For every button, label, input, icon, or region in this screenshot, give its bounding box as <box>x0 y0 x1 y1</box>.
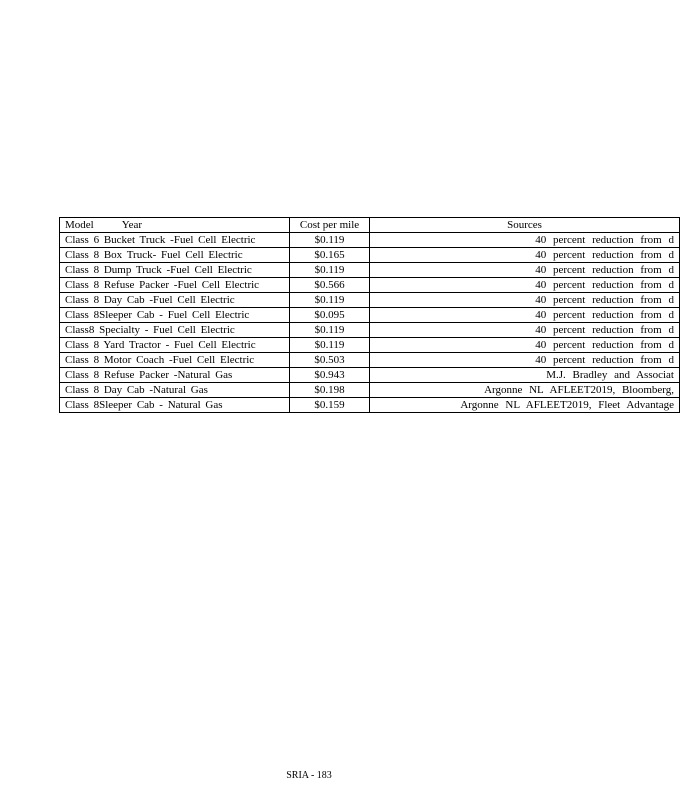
row-cost: $0.943 <box>290 368 370 383</box>
row-model: Class 8 Dump Truck -Fuel Cell Electric <box>60 263 290 278</box>
row-model: Class 8 Day Cab -Natural Gas <box>60 383 290 398</box>
table-row <box>60 398 680 413</box>
page-number: SRIA - 183 <box>286 770 332 781</box>
row-source: M.J. Bradley and Associat <box>370 368 680 383</box>
row-cost: $0.119 <box>290 233 370 248</box>
header-cost: Cost per mile <box>290 218 370 233</box>
row-model: Class 8 Yard Tractor - Fuel Cell Electric <box>60 338 290 353</box>
row-cost: $0.119 <box>290 263 370 278</box>
row-model: Class 6 Bucket Truck -Fuel Cell Electric <box>60 233 290 248</box>
row-model: Class 8 Day Cab -Fuel Cell Electric <box>60 293 290 308</box>
row-cost: $0.119 <box>290 293 370 308</box>
row-cost: $0.198 <box>290 383 370 398</box>
row-model: Class 8 Refuse Packer -Fuel Cell Electric <box>60 278 290 293</box>
cost-per-mile-table <box>59 217 680 413</box>
header-model-year <box>60 218 290 233</box>
row-model: Class 8 Refuse Packer -Natural Gas <box>60 368 290 383</box>
header-sources: Sources <box>370 218 680 233</box>
row-cost: $0.566 <box>290 278 370 293</box>
row-cost: $0.119 <box>290 323 370 338</box>
table-row <box>60 368 680 383</box>
row-cost: $0.159 <box>290 398 370 413</box>
table-row <box>60 233 680 248</box>
row-cost: $0.165 <box>290 248 370 263</box>
row-source: Argonne NL AFLEET2019, Fleet Advantage <box>370 398 680 413</box>
table-row <box>60 383 680 398</box>
header-model: Model <box>65 219 94 231</box>
row-source: 40 percent reduction from d <box>370 353 680 368</box>
row-cost: $0.119 <box>290 338 370 353</box>
row-source: 40 percent reduction from d <box>370 293 680 308</box>
row-source: 40 percent reduction from d <box>370 323 680 338</box>
table-row <box>60 278 680 293</box>
row-model: Class8 Specialty - Fuel Cell Electric <box>60 323 290 338</box>
row-model: Class 8 Motor Coach -Fuel Cell Electric <box>60 353 290 368</box>
table-row <box>60 248 680 263</box>
row-model: Class 8Sleeper Cab - Natural Gas <box>60 398 290 413</box>
row-source: 40 percent reduction from d <box>370 278 680 293</box>
table-row <box>60 353 680 368</box>
row-source: 40 percent reduction from d <box>370 263 680 278</box>
row-source: 40 percent reduction from d <box>370 308 680 323</box>
table-row <box>60 323 680 338</box>
row-cost: $0.503 <box>290 353 370 368</box>
row-model: Class 8 Box Truck- Fuel Cell Electric <box>60 248 290 263</box>
row-source: 40 percent reduction from d <box>370 338 680 353</box>
row-source: 40 percent reduction from d <box>370 248 680 263</box>
row-source: Argonne NL AFLEET2019, Bloomberg, <box>370 383 680 398</box>
row-model: Class 8Sleeper Cab - Fuel Cell Electric <box>60 308 290 323</box>
row-cost: $0.095 <box>290 308 370 323</box>
table-header-row <box>60 218 680 233</box>
cost-table-container <box>59 217 674 413</box>
table-row <box>60 338 680 353</box>
header-year: Year <box>121 219 143 231</box>
table-row <box>60 293 680 308</box>
row-source: 40 percent reduction from d <box>370 233 680 248</box>
table-row <box>60 263 680 278</box>
table-row <box>60 308 680 323</box>
